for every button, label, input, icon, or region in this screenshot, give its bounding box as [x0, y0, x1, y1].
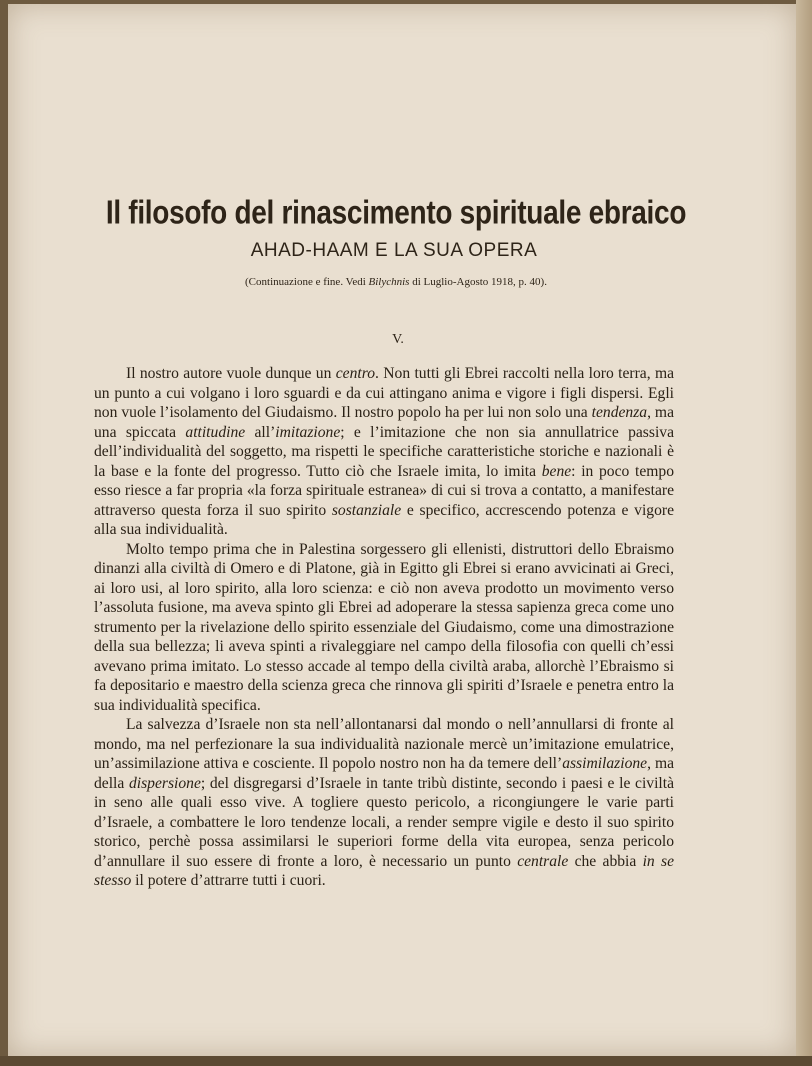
text-run: Il nostro autore vuole dunque un: [126, 365, 336, 382]
italic-text: centro: [335, 365, 376, 382]
text-run: , ma una spiccata: [94, 404, 674, 441]
paragraph: [94, 715, 674, 891]
page-edge: [796, 0, 812, 1066]
note-suffix: di Luglio-Agosto 1918, p. 40).: [409, 276, 547, 288]
italic-text: in se stesso: [94, 852, 674, 889]
continuation-note: [16, 276, 776, 288]
section-number: V.: [392, 332, 404, 347]
document-page: [8, 4, 796, 1056]
italic-text: dispersione: [128, 774, 201, 792]
text-run: e specifico, accrescendo potenza e vigore alla sua individualità.: [94, 501, 674, 538]
paragraph: [94, 364, 674, 540]
text-run: La salvezza d’Israele non sta nell’allontanarsi dal mondo o nell’annullarsi di fronte al mondo, ma nel perfezionare la sua individualità nazionale mercè un’imitazione emulatrice, un’assimilazione attiva e cosciente. Il popolo nostro non ha da temere dell’: [94, 716, 674, 772]
paragraph: [94, 540, 674, 716]
article-body: [94, 364, 674, 891]
text-run: , ma della: [94, 755, 674, 792]
note-journal: Bilychnis: [368, 276, 410, 288]
italic-text: tendenza: [591, 404, 648, 421]
italic-text: bene: [541, 462, 572, 480]
page-bottom-edge: [0, 1056, 812, 1066]
note-prefix: (Continuazione e fine. Vedi: [245, 276, 369, 288]
italic-text: attitudine: [185, 423, 246, 441]
text-run: . Non tutti gli Ebrei raccolti nella loro terra, ma un punto a cui volgano i loro sguardi e da cui attingano anima e vigore i figli dispersi. Egli non vuole l’isolamento del Giudaismo. Il nostro popolo ha per lui non solo una: [94, 365, 674, 421]
italic-text: centrale: [517, 852, 569, 870]
text-run: all’: [245, 423, 276, 441]
article-subtitle: AHAD-HAAM E LA SUA OPERA: [250, 240, 538, 261]
italic-text: imitazione: [275, 423, 341, 441]
text-run: il potere d’attrarre tutti i cuori.: [131, 872, 326, 889]
text-run: ; del disgregarsi d’Israele in tante tribù distinte, secondo i paesi e le civiltà in seno alle quali esso vive. A togliere questo pericolo, a ricongiungere le varie parti d’Israele, a combattere le loro tendenze locali, a render sempre vigile e desto il suo spirito storico, perchè possa assimilarsi le superiori forme della vita europea, senza pericolo d’annullare il suo essere di fronte a loro, è necessario un punto: [94, 774, 675, 870]
article-title: Il filosofo del rinascimento spirituale ebraico: [105, 194, 687, 231]
italic-text: sostanziale: [331, 501, 402, 519]
text-run: che abbia: [568, 852, 643, 870]
text-run: : in poco tempo esso riesce a far propria «la forza spirituale estranea» di cui si trova a contatto, a manifestare attraverso questa forza il suo spirito: [94, 462, 674, 519]
italic-text: assimilazione: [562, 755, 648, 772]
text-run: Molto tempo prima che in Palestina sorgessero gli ellenisti, distruttori dello Ebraismo dinanzi alla civiltà di Omero e di Platone, già in Egitto gli Ebrei si erano avvicinati ai Greci, ai loro usi, al loro spirito, alla loro scienza: e ciò non aveva prodotto un movimento verso l’assoluta fusione, ma aveva spinto gli Ebrei ad adoperare la stessa sapienza greca come uno strumento per la rivelazione dello spirito essenziale del Giudaismo, come una dimostrazione della sua bellezza; li aveva spinti a rivaleggiare nel campo della filosofia con quelli ch’essi avevano prima imitato. Lo stesso accade al tempo della civiltà araba, allorchè l’Ebraismo si fa depositario e maestro della scienza greca che rinnova gli spiriti d’Israele e penetra entro la sua individualità specifica.: [94, 540, 674, 714]
text-run: ; e l’imitazione che non sia annullatrice passiva dell’individualità del soggetto, ma rispetti le specifiche caratteristiche storiche e nazionali è la base e la fonte del progresso. Tutto ciò che Israele imita, lo imita: [94, 423, 674, 480]
